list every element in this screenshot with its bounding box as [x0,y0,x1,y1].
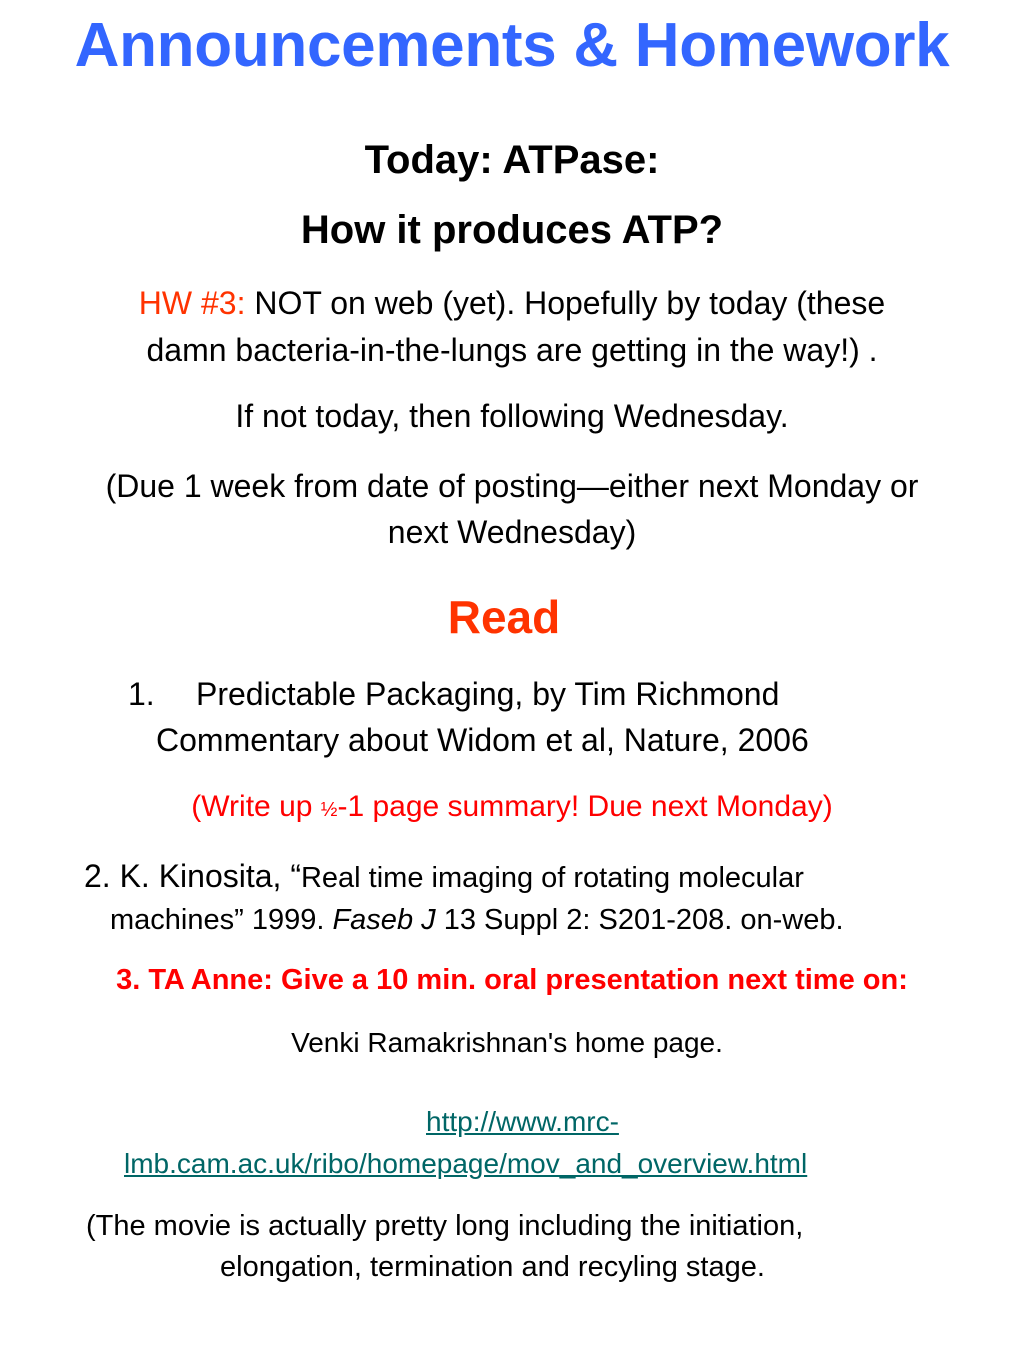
hw-due-line-1: (Due 1 week from date of posting—either next Monday or [105,468,919,504]
summary-note [0,790,1024,824]
summary-note-after: -1 page summary! Due next Monday) [337,790,833,823]
hw-label: HW #3: [138,285,246,321]
read-item-2-citation: machines” 1999. [110,904,333,936]
topic-line-2: How it produces ATP? [300,208,724,252]
hw-text-1: NOT on web (yet). Hopefully by today (these [245,285,886,321]
read-item-2-ref: 13 Suppl 2: S201-208. on-web. [435,904,844,936]
hw-line-2: damn bacteria-in-the-lungs are getting in the way!) . [146,332,878,368]
read-item-1-title: Predictable Packaging, by Tim Richmond [196,676,780,712]
summary-note-fraction: ½ [320,799,338,821]
read-item-1-number: 1. [128,676,155,712]
hw-line-1 [0,285,1024,322]
read-item-3-subject: Venki Ramakrishnan's home page. [291,1027,723,1058]
read-item-2-journal: Faseb J [332,904,436,936]
read-item-1-detail: Commentary about Widom et al, Nature, 2006 [156,722,809,758]
read-item-2-title: Real time imaging of rotating molecular [300,862,804,894]
movie-note-line-1: (The movie is actually pretty long including the initiation, [86,1210,804,1242]
movie-note-line-2: elongation, termination and recyling stage. [220,1251,765,1283]
read-item-2-lead: 2. K. Kinosita, “ [84,858,301,894]
topic-line-1: Today: ATPase: [364,138,660,182]
read-heading: Read [447,591,561,643]
url-link-line-1[interactable]: http://www.mrc- [426,1106,619,1137]
read-item-2-line-2-wrap [110,904,844,937]
hw-fallback: If not today, then following Wednesday. [235,398,789,434]
summary-note-before: (Write up [191,790,321,823]
hw-due-line-2: next Wednesday) [387,514,637,550]
read-item-2-lead-wrap [84,858,804,895]
page-title: Announcements & Homework [74,11,950,80]
read-item-3: 3. TA Anne: Give a 10 min. oral presentation next time on: [116,964,908,996]
url-link-line-2[interactable]: lmb.cam.ac.uk/ribo/homepage/mov_and_overview.html [124,1148,808,1179]
